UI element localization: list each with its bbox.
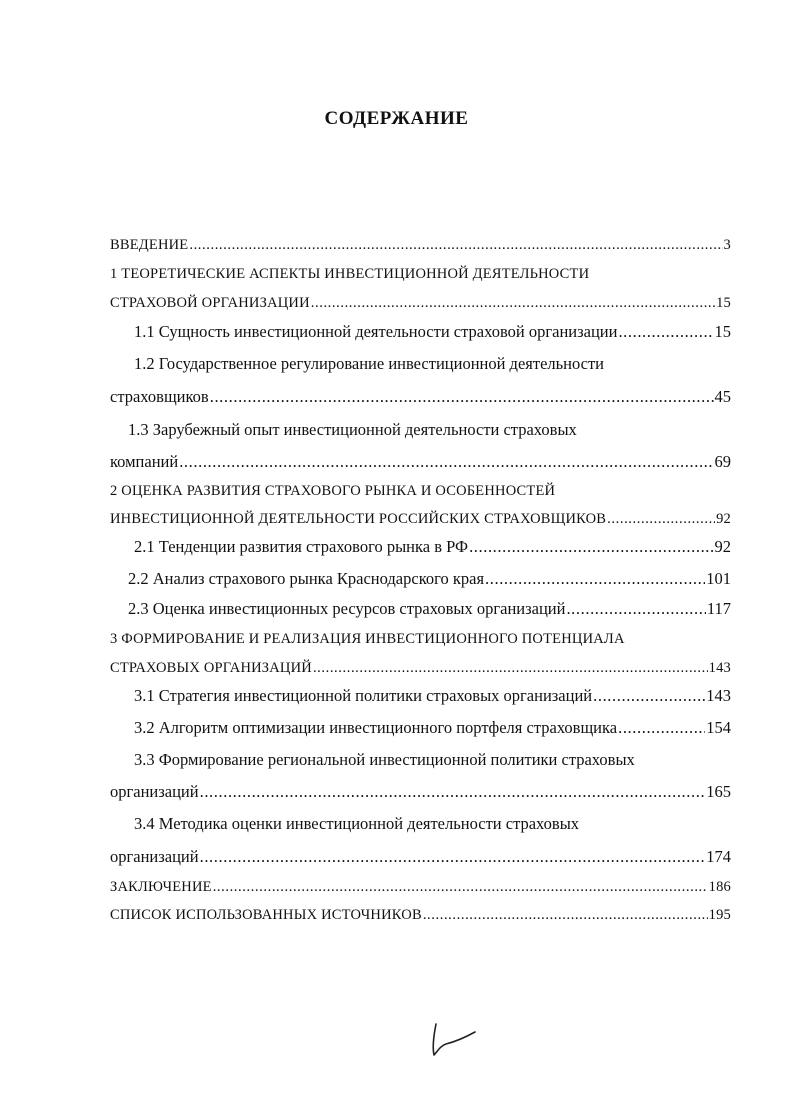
toc-entry-text: организаций <box>110 847 199 866</box>
toc-entry-section-3-4[interactable] <box>134 813 579 835</box>
toc-entry-page: 15 <box>714 322 731 341</box>
toc-leader-dots <box>313 657 708 679</box>
toc-entry-chapter-3-cont[interactable] <box>110 657 731 679</box>
toc-entry-chapter-2-cont[interactable] <box>110 508 731 530</box>
toc-leader-dots <box>423 904 708 926</box>
toc-entry-page: 195 <box>708 907 731 923</box>
toc-entry-section-3-3[interactable] <box>134 749 635 771</box>
toc-entry-section-1-3-cont[interactable] <box>110 451 731 473</box>
toc-entry-text: 2.2 Анализ страхового рынка Краснодарского края <box>128 569 485 588</box>
toc-entry-page: 174 <box>706 847 731 866</box>
toc-entry-chapter-3[interactable] <box>110 628 625 650</box>
toc-entry-page: 154 <box>706 718 731 737</box>
toc-entry-text: 3.3 Формирование региональной инвестиционной политики страховых <box>134 750 635 769</box>
toc-entry-text: ЗАКЛЮЧЕНИЕ <box>110 879 212 895</box>
toc-entry-page: 3 <box>723 237 731 253</box>
toc-entry-text: компаний <box>110 452 179 471</box>
toc-entry-section-1-1[interactable] <box>134 321 731 343</box>
toc-entry-page: 143 <box>706 686 731 705</box>
toc-entry-page: 45 <box>714 387 731 406</box>
toc-leader-dots <box>618 717 705 739</box>
toc-entry-section-3-3-cont[interactable] <box>110 781 731 803</box>
toc-leader-dots <box>210 386 714 408</box>
toc-leader-dots <box>311 292 715 314</box>
toc-leader-dots <box>618 321 713 343</box>
toc-entry-text: ВВЕДЕНИЕ <box>110 237 189 253</box>
toc-entry-page: 92 <box>716 511 731 527</box>
toc-entry-section-2-1[interactable] <box>134 536 731 558</box>
toc-leader-dots <box>213 876 708 898</box>
toc-leader-dots <box>179 451 713 473</box>
toc-entry-text: 2.3 Оценка инвестиционных ресурсов страховых организаций <box>128 599 566 618</box>
toc-entry-text: 3 ФОРМИРОВАНИЕ И РЕАЛИЗАЦИЯ ИНВЕСТИЦИОННОГО ПОТЕНЦИАЛА <box>110 631 625 647</box>
toc-entry-chapter-1[interactable] <box>110 263 589 285</box>
toc-entry-text: ИНВЕСТИЦИОННОЙ ДЕЯТЕЛЬНОСТИ РОССИЙСКИХ СТРАХОВЩИКОВ <box>110 511 607 527</box>
toc-entry-text: 3.2 Алгоритм оптимизации инвестиционного портфеля страховщика <box>134 718 618 737</box>
toc-entry-text: 1.1 Сущность инвестиционной деятельности страховой организации <box>134 322 618 341</box>
toc-entry-text: организаций <box>110 782 199 801</box>
toc-entry-text: страховщиков <box>110 387 209 406</box>
toc-entry-section-3-1[interactable] <box>134 685 731 707</box>
toc-entry-text: 3.4 Методика оценки инвестиционной деятельности страховых <box>134 814 580 833</box>
toc-entry-page: 117 <box>706 599 731 618</box>
toc-entry-section-1-3[interactable] <box>128 419 577 441</box>
toc-entry-page: 165 <box>706 782 731 801</box>
signature-mark <box>428 1022 478 1058</box>
toc-leader-dots <box>189 234 722 256</box>
toc-leader-dots <box>593 685 705 707</box>
toc-entry-page: 69 <box>714 452 731 471</box>
toc-entry-text: 1.3 Зарубежный опыт инвестиционной деятельности страховых <box>128 420 577 439</box>
toc-entry-page: 143 <box>708 660 731 676</box>
toc-entry-page: 92 <box>714 537 731 556</box>
toc-leader-dots <box>200 846 706 868</box>
toc-entry-references[interactable] <box>110 904 731 926</box>
toc-entry-text: СТРАХОВЫХ ОРГАНИЗАЦИЙ <box>110 660 312 676</box>
toc-entry-chapter-2[interactable] <box>110 480 555 502</box>
toc-entry-text: 3.1 Стратегия инвестиционной политики страховых организаций <box>134 686 593 705</box>
toc-entry-text: 1.2 Государственное регулирование инвестиционной деятельности <box>134 354 605 373</box>
toc-entry-text: СПИСОК ИСПОЛЬЗОВАННЫХ ИСТОЧНИКОВ <box>110 907 422 923</box>
toc-entry-page: 15 <box>716 295 731 311</box>
toc-entry-page: 101 <box>706 569 731 588</box>
toc-entry-section-2-3[interactable] <box>128 598 731 620</box>
toc-entry-section-3-4-cont[interactable] <box>110 846 731 868</box>
toc-entry-text: 2 ОЦЕНКА РАЗВИТИЯ СТРАХОВОГО РЫНКА И ОСОБЕННОСТЕЙ <box>110 483 556 499</box>
toc-entry-section-3-2[interactable] <box>134 717 731 739</box>
toc-entry-text: СТРАХОВОЙ ОРГАНИЗАЦИИ <box>110 295 310 311</box>
toc-leader-dots <box>469 536 713 558</box>
toc-entry-section-1-2-cont[interactable] <box>110 386 731 408</box>
page-title: СОДЕРЖАНИЕ <box>324 108 469 129</box>
toc-entry-introduction[interactable] <box>110 234 731 256</box>
toc-entry-text: 1 ТЕОРЕТИЧЕСКИЕ АСПЕКТЫ ИНВЕСТИЦИОННОЙ ДЕЯТЕЛЬНОСТИ <box>110 266 590 282</box>
toc-entry-page: 186 <box>708 879 731 895</box>
toc-entry-section-1-2[interactable] <box>134 353 604 375</box>
toc-leader-dots <box>566 598 705 620</box>
toc-entry-chapter-1-cont[interactable] <box>110 292 731 314</box>
toc-leader-dots <box>607 508 715 530</box>
toc-entry-section-2-2[interactable] <box>128 568 731 590</box>
toc-leader-dots <box>485 568 705 590</box>
toc-entry-text: 2.1 Тенденции развития страхового рынка в РФ <box>134 537 469 556</box>
toc-entry-conclusion[interactable] <box>110 876 731 898</box>
toc-leader-dots <box>200 781 706 803</box>
